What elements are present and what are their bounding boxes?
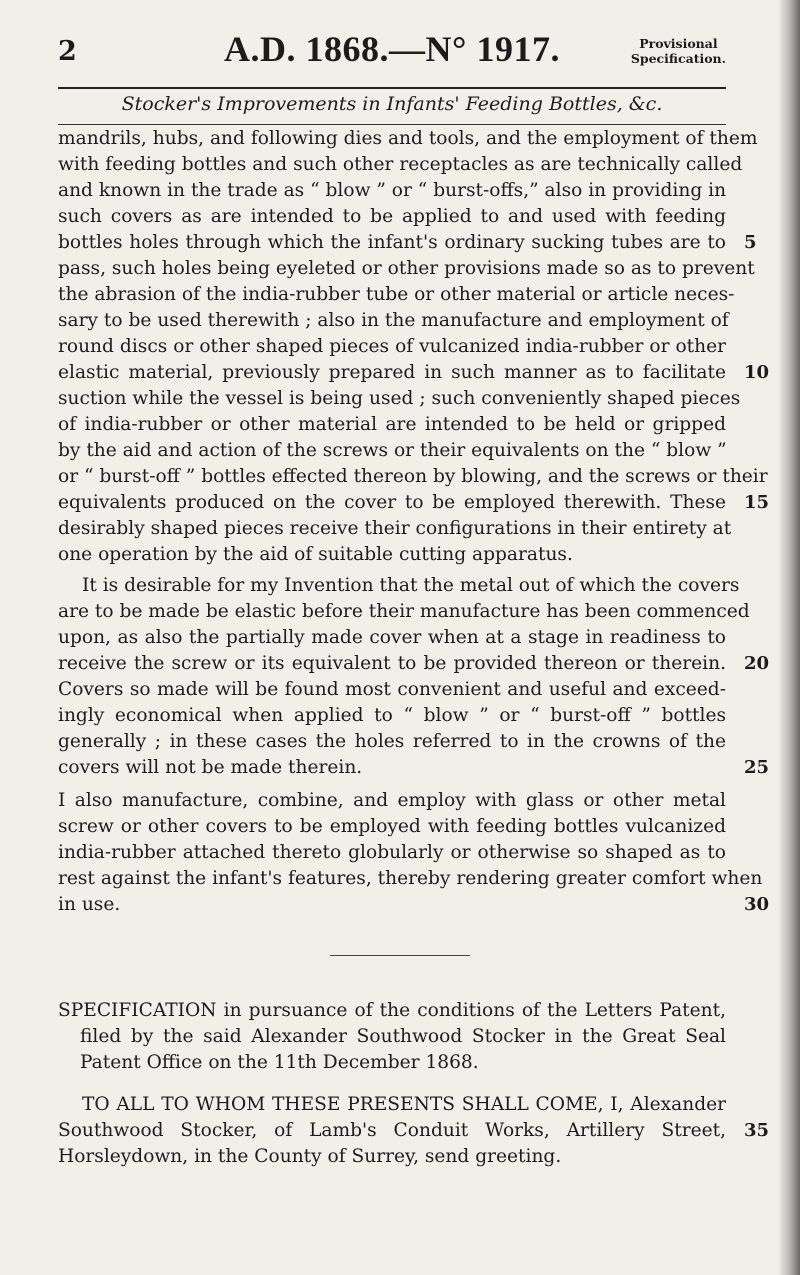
text-line: Covers so made will be found most convenient and useful and exceed- — [58, 679, 726, 700]
text-line: or “ burst-off ” bottles effected thereon by blowing, and the screws or their — [58, 466, 768, 487]
provisional-note-line: Specification. — [630, 51, 726, 66]
text-line: the abrasion of the india-rubber tube or other material or article neces- — [58, 284, 735, 305]
text-line: covers will not be made therein. — [58, 757, 363, 778]
text-line: elastic material, previously prepared in such manner as to facilitate — [58, 362, 726, 383]
margin-line-number: 30 — [744, 894, 770, 915]
text-line: rest against the infant's features, thereby rendering greater comfort when — [58, 868, 763, 889]
text-line: bottles holes through which the infant's ordinary sucking tubes are to — [58, 232, 726, 253]
text-line: one operation by the aid of suitable cutting apparatus. — [58, 544, 573, 565]
provisional-note — [631, 36, 726, 66]
provisional-note-line: Provisional — [639, 36, 718, 51]
header-rule — [58, 87, 726, 89]
subtitle: Stocker's Improvements in Infants' Feeding Bottles, &c. — [121, 93, 663, 115]
text-line: round discs or other shaped pieces of vulcanized india-rubber or other — [58, 336, 726, 357]
margin-line-number: 10 — [744, 362, 770, 383]
text-line: desirably shaped pieces receive their configurations in their entirety at — [58, 518, 732, 539]
subtitle-rule — [58, 124, 726, 125]
margin-line-number: 35 — [744, 1120, 770, 1141]
margin-line-number: 20 — [744, 653, 770, 674]
text-line: It is desirable for my Invention that the metal out of which the covers — [82, 575, 740, 596]
text-line: and known in the trade as “ blow ” or “ burst-offs,” also in providing in — [58, 180, 727, 201]
margin-line-number: 5 — [744, 232, 757, 253]
text-line: I also manufacture, combine, and employ with glass or other metal — [58, 790, 726, 811]
text-line: in use. — [58, 894, 121, 915]
text-line: are to be made be elastic before their manufacture has been commenced — [58, 601, 750, 622]
page-edge-shadow — [778, 0, 800, 1275]
text-line: receive the screw or its equivalent to be provided thereon or therein. — [58, 653, 726, 674]
text-line: suction while the vessel is being used ; such conveniently shaped pieces — [58, 388, 741, 409]
text-line: upon, as also the partially made cover when at a stage in readiness to — [58, 627, 726, 648]
greeting-line: Southwood Stocker, of Lamb's Conduit Works, Artillery Street, — [58, 1120, 726, 1141]
text-line: of india-rubber or other material are intended to be held or gripped — [58, 414, 726, 435]
greeting-line: Horsleydown, in the County of Surrey, send greeting. — [58, 1146, 562, 1167]
greeting-line: TO ALL TO WHOM THESE PRESENTS SHALL COME, I, Alexander — [82, 1094, 726, 1115]
text-line: screw or other covers to be employed with feeding bottles vulcanized — [58, 816, 726, 837]
page-header — [58, 22, 726, 78]
page-number: 2 — [58, 36, 77, 67]
text-line: generally ; in these cases the holes referred to in the crowns of the — [58, 731, 726, 752]
text-line: with feeding bottles and such other receptacles as are technically called — [58, 154, 743, 175]
text-line: such covers as are intended to be applied to and used with feeding — [58, 206, 726, 227]
text-line: mandrils, hubs, and following dies and tools, and the employment of them — [58, 128, 758, 149]
specification-line: SPECIFICATION in pursuance of the conditions of the Letters Patent, — [58, 1000, 726, 1021]
specification-line: filed by the said Alexander Southwood Stocker in the Great Seal — [80, 1026, 726, 1047]
section-divider — [330, 955, 470, 956]
margin-line-number: 15 — [744, 492, 770, 513]
text-line: sary to be used therewith ; also in the manufacture and employment of — [58, 310, 729, 331]
text-line: india-rubber attached thereto globularly or otherwise so shaped as to — [58, 842, 726, 863]
text-line: by the aid and action of the screws or their equivalents on the “ blow ” — [58, 440, 727, 461]
text-line: pass, such holes being eyeleted or other provisions made so as to prevent — [58, 258, 755, 279]
margin-line-number: 25 — [744, 757, 770, 778]
text-line: equivalents produced on the cover to be employed therewith. These — [58, 492, 726, 513]
specification-line: Patent Office on the 11th December 1868. — [80, 1052, 479, 1073]
running-title: A.D. 1868.—N° 1917. — [224, 29, 560, 69]
text-line: ingly economical when applied to “ blow ” or “ burst-off ” bottles — [58, 705, 726, 726]
